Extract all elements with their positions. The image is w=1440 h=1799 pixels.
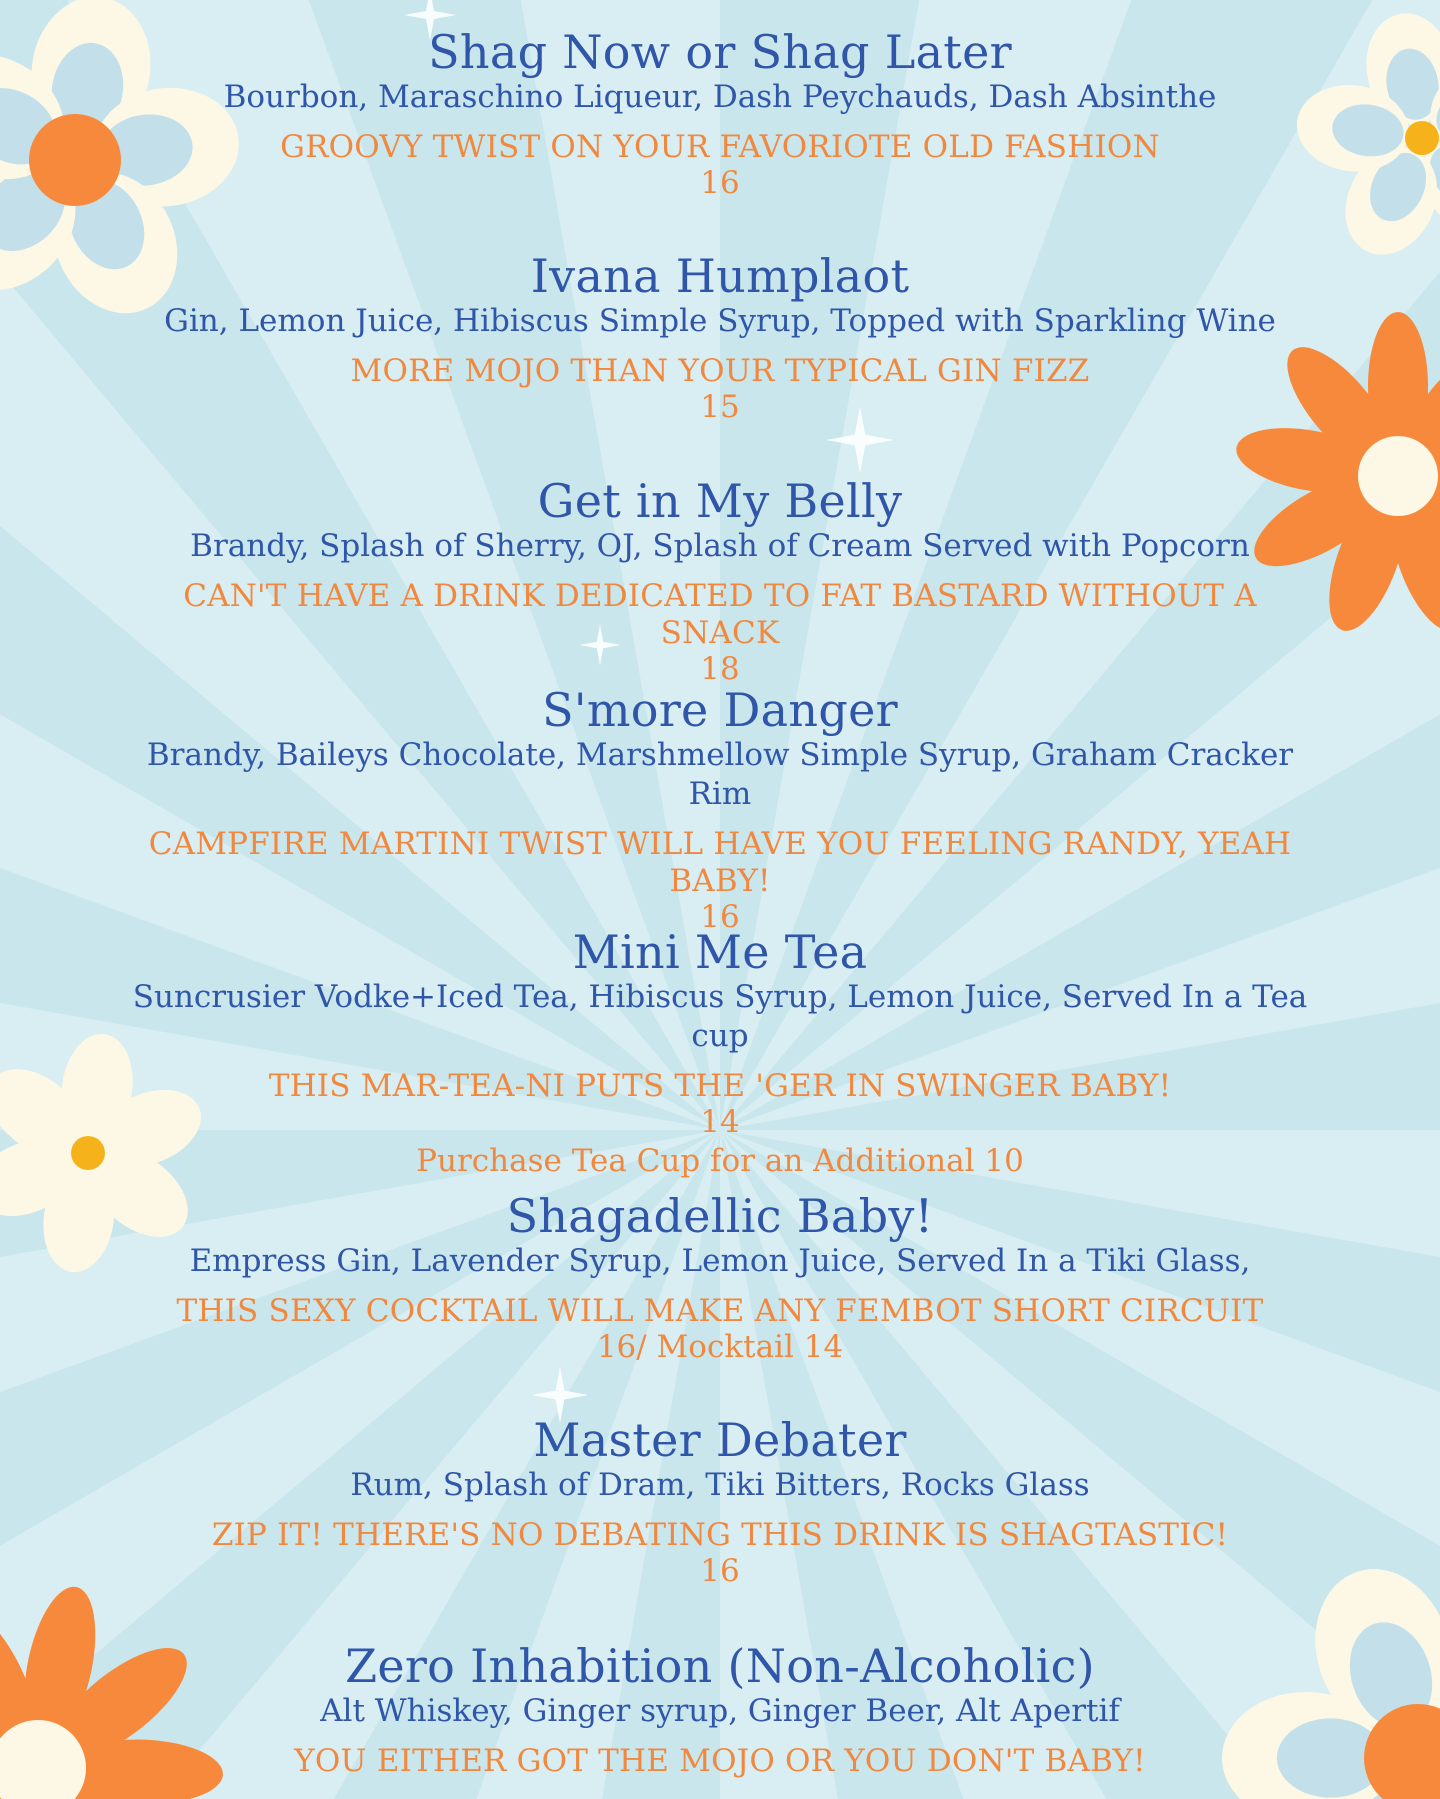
item-name: Shag Now or Shag Later bbox=[428, 25, 1012, 79]
menu-item bbox=[120, 25, 1320, 202]
item-tagline: YOU EITHER GOT THE MOJO OR YOU DON'T BABY! bbox=[294, 1743, 1146, 1780]
item-ingredients: Alt Whiskey, Ginger syrup, Ginger Beer, Alt Apertif bbox=[320, 1693, 1120, 1730]
item-ingredients: Bourbon, Maraschino Liqueur, Dash Peychauds, Dash Absinthe bbox=[223, 79, 1217, 116]
item-ingredients: Rum, Splash of Dram, Tiki Bitters, Rocks Glass bbox=[350, 1467, 1090, 1504]
item-name: Shagadellic Baby! bbox=[506, 1189, 934, 1243]
item-name: Mini Me Tea bbox=[572, 925, 868, 979]
menu-item bbox=[120, 249, 1320, 426]
item-price: 16 bbox=[700, 165, 740, 202]
item-price: 18 bbox=[700, 651, 740, 688]
menu-item bbox=[120, 1413, 1320, 1590]
item-price: 14 bbox=[700, 1103, 740, 1140]
item-name: Master Debater bbox=[533, 1413, 907, 1467]
item-tagline: ZIP IT! THERE'S NO DEBATING THIS DRINK IS SHAGTASTIC! bbox=[211, 1517, 1229, 1554]
item-ingredients: Empress Gin, Lavender Syrup, Lemon Juice, Served In a Tiki Glass, bbox=[189, 1243, 1251, 1280]
item-tagline: THIS SEXY COCKTAIL WILL MAKE ANY FEMBOT SHORT CIRCUIT bbox=[176, 1293, 1264, 1330]
item-name: Get in My Belly bbox=[537, 474, 903, 528]
item-name: S'more Danger bbox=[542, 683, 898, 737]
menu-item bbox=[120, 683, 1320, 936]
item-tagline: CAN'T HAVE A DRINK DEDICATED TO FAT BASTARD WITHOUT A SNACK bbox=[183, 578, 1257, 652]
item-ingredients: Brandy, Splash of Sherry, OJ, Splash of Cream Served with Popcorn bbox=[190, 528, 1250, 565]
item-note: Purchase Tea Cup for an Additional 10 bbox=[416, 1142, 1024, 1179]
menu-item bbox=[120, 925, 1320, 1181]
item-price: 16/ Mocktail 14 bbox=[596, 1329, 844, 1366]
menu-item bbox=[120, 1189, 1320, 1366]
item-ingredients: Brandy, Baileys Chocolate, Marshmellow Simple Syrup, Graham Cracker Rim bbox=[146, 737, 1294, 813]
item-tagline: GROOVY TWIST ON YOUR FAVORIOTE OLD FASHION bbox=[280, 129, 1160, 166]
item-ingredients: Gin, Lemon Juice, Hibiscus Simple Syrup, Topped with Sparkling Wine bbox=[164, 303, 1276, 340]
item-tagline: CAMPFIRE MARTINI TWIST WILL HAVE YOU FEELING RANDY, YEAH BABY! bbox=[148, 825, 1292, 899]
item-price: 15 bbox=[700, 389, 740, 426]
menu-item bbox=[120, 1639, 1320, 1780]
item-price: 16 bbox=[700, 1553, 740, 1590]
item-name: Zero Inhabition (Non-Alcoholic) bbox=[345, 1639, 1095, 1693]
item-price: 16 bbox=[700, 899, 740, 936]
item-ingredients: Suncrusier Vodke+Iced Tea, Hibiscus Syrup, Lemon Juice, Served In a Tea cup bbox=[132, 979, 1308, 1055]
item-tagline: MORE MOJO THAN YOUR TYPICAL GIN FIZZ bbox=[350, 353, 1090, 390]
item-tagline: THIS MAR-TEA-NI PUTS THE 'GER IN SWINGER BABY! bbox=[268, 1067, 1172, 1104]
menu-item bbox=[120, 474, 1320, 688]
item-name: Ivana Humplaot bbox=[530, 249, 910, 303]
